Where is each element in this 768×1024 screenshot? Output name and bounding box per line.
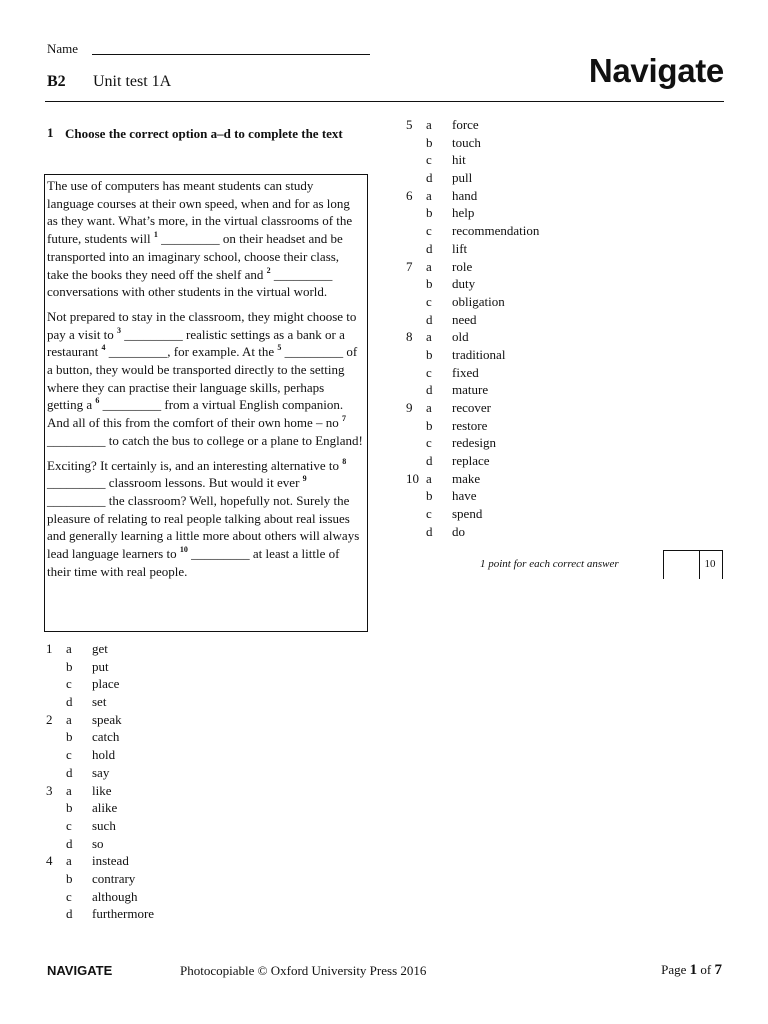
option-letter: d xyxy=(426,170,433,186)
option-letter: b xyxy=(426,134,433,150)
option-letter: a xyxy=(66,711,72,727)
header-divider xyxy=(45,101,724,102)
option-letter: c xyxy=(426,506,432,522)
option-item[interactable] xyxy=(406,487,606,505)
option-word: fixed xyxy=(452,364,479,380)
score-input-box[interactable] xyxy=(663,550,700,579)
passage-paragraph-2: Not prepared to stay in the classroom, they might choose to pay a visit to $^3$ _________ realistic settings as a bank or a restaurant $^4$ _________, for example. At the $^5$ _________ of a button, they would be transported directly to the setting where they can practise their language skills, perhaps getting a $^6$ _________ from a virtual English companion. And all of this from the comfort of their own home – no $^7$ _________ to catch the bus to college or a plane to England! xyxy=(47,308,363,448)
option-item[interactable] xyxy=(46,799,246,817)
option-letter: c xyxy=(426,152,432,168)
option-letter: a xyxy=(426,470,432,486)
option-word: place xyxy=(92,676,120,692)
option-letter: b xyxy=(66,870,73,886)
question-number: 1 xyxy=(47,125,54,140)
option-word: like xyxy=(92,782,112,798)
gap-marker: 10 xyxy=(179,545,188,555)
option-item[interactable] xyxy=(406,523,606,541)
option-letter: d xyxy=(426,382,433,398)
option-item[interactable] xyxy=(406,116,606,134)
passage-box xyxy=(44,174,368,632)
option-item[interactable] xyxy=(46,693,246,711)
option-letter: d xyxy=(426,240,433,256)
option-letter: b xyxy=(426,276,433,292)
option-item[interactable] xyxy=(406,364,606,382)
option-item[interactable] xyxy=(46,888,246,906)
option-letter: c xyxy=(66,888,72,904)
option-question-number: 9 xyxy=(406,400,413,415)
name-label: Name xyxy=(47,41,79,56)
option-word: furthermore xyxy=(92,906,155,922)
option-word: help xyxy=(452,205,475,221)
option-letter: c xyxy=(66,817,72,833)
option-word: catch xyxy=(92,729,120,745)
option-item[interactable] xyxy=(406,311,606,329)
option-letter: c xyxy=(426,364,432,380)
option-question-number: 10 xyxy=(406,470,419,486)
option-word: alike xyxy=(92,800,118,816)
option-question-number: 5 xyxy=(406,117,413,132)
unit-title: Unit test 1A xyxy=(93,73,172,90)
option-item[interactable] xyxy=(406,187,606,205)
option-word: need xyxy=(452,311,477,327)
gap-marker: 6 xyxy=(95,396,100,406)
page-indicator: Page 1 of 7 xyxy=(661,962,722,978)
option-letter: d xyxy=(66,835,73,851)
option-word: instead xyxy=(92,853,129,869)
option-letter: d xyxy=(426,453,433,469)
option-word: do xyxy=(452,523,465,539)
option-word: so xyxy=(92,835,104,851)
options-list-right xyxy=(406,116,606,541)
passage-paragraph-1: The use of computers has meant students can study language courses at their own speed, when and for as long as they want. What’s more, in the virtual classrooms of the future, students will $^1$ _________ on their headset and be transported into an imaginary school, choose their class, take the books they need off the shelf and $^2$ _________ conversations with other students in the virtual world. xyxy=(47,178,353,300)
option-item[interactable] xyxy=(406,346,606,364)
option-letter: b xyxy=(66,658,73,674)
option-item[interactable] xyxy=(406,222,606,240)
footer-copyright: Photocopiable © Oxford University Press 2016 xyxy=(180,963,427,978)
option-item[interactable] xyxy=(46,817,246,835)
option-word: such xyxy=(92,817,116,833)
option-word: get xyxy=(92,641,108,656)
option-letter: b xyxy=(426,488,433,504)
option-item[interactable] xyxy=(406,434,606,452)
option-item[interactable] xyxy=(46,728,246,746)
level-label: B2 xyxy=(47,73,66,90)
option-letter: a xyxy=(66,853,72,869)
option-word: speak xyxy=(92,711,122,727)
option-letter: a xyxy=(426,258,432,274)
option-item[interactable] xyxy=(406,417,606,435)
option-item[interactable] xyxy=(406,381,606,399)
option-word: old xyxy=(452,329,469,345)
option-item[interactable] xyxy=(46,658,246,676)
option-word: obligation xyxy=(452,293,505,309)
option-letter: b xyxy=(426,417,433,433)
option-letter: c xyxy=(66,676,72,692)
option-word: recover xyxy=(452,400,491,415)
option-word: have xyxy=(452,488,477,504)
option-item[interactable] xyxy=(406,293,606,311)
question-instruction: Choose the correct option a–d to complete the text xyxy=(65,126,343,141)
option-word: touch xyxy=(452,134,481,150)
option-item[interactable] xyxy=(46,764,246,782)
option-item[interactable] xyxy=(406,328,606,346)
gap-marker: 8 xyxy=(342,456,347,466)
option-word: replace xyxy=(452,453,490,469)
option-letter: b xyxy=(66,800,73,816)
option-item[interactable] xyxy=(406,204,606,222)
passage-paragraph-3: Exciting? It certainly is, and an interesting alternative to $^8$ _________ classroom lessons. But would it ever $^9$ _________ the classroom? Well, hopefully not. Surely the pleasure of relating to real people talking about real issues and generally learning a little more about others will always lead language learners to $^{10}$ _________ at least a little of their time with real people. xyxy=(47,456,360,579)
gap-marker: 1 xyxy=(153,230,158,240)
option-letter: c xyxy=(66,747,72,763)
option-item[interactable] xyxy=(46,835,246,853)
option-letter: d xyxy=(66,694,73,710)
option-question-number: 7 xyxy=(406,258,413,274)
option-word: spend xyxy=(452,506,483,522)
option-word: pull xyxy=(452,170,473,186)
option-item[interactable] xyxy=(46,675,246,693)
option-item[interactable] xyxy=(46,905,246,923)
option-word: set xyxy=(92,694,107,710)
option-word: recommendation xyxy=(452,223,540,239)
option-item[interactable] xyxy=(46,852,246,870)
option-letter: b xyxy=(66,729,73,745)
gap-marker: 3 xyxy=(117,325,122,335)
footer-brand: NAVIGATE xyxy=(47,963,113,978)
option-letter: c xyxy=(426,435,432,451)
option-item[interactable] xyxy=(406,169,606,187)
option-letter: c xyxy=(426,293,432,309)
option-item[interactable] xyxy=(406,399,606,417)
option-item[interactable] xyxy=(406,470,606,488)
option-word: hit xyxy=(452,152,466,168)
option-letter: a xyxy=(426,400,432,415)
option-letter: a xyxy=(426,187,432,203)
option-letter: d xyxy=(426,523,433,539)
option-letter: d xyxy=(66,764,73,780)
option-word: traditional xyxy=(452,346,506,362)
option-item[interactable] xyxy=(46,782,246,800)
points-note: 1 point for each correct answer xyxy=(480,558,619,570)
option-question-number: 2 xyxy=(46,711,53,727)
option-letter: d xyxy=(66,906,73,922)
option-letter: a xyxy=(66,641,72,656)
gap-marker: 4 xyxy=(101,343,106,353)
option-question-number: 1 xyxy=(46,641,53,656)
option-word: duty xyxy=(452,276,476,292)
option-word: hand xyxy=(452,187,478,203)
option-item[interactable] xyxy=(406,134,606,152)
option-word: hold xyxy=(92,747,116,763)
gap-marker: 5 xyxy=(277,343,282,353)
option-word: role xyxy=(452,258,473,274)
options-list-left xyxy=(46,640,246,923)
option-item[interactable] xyxy=(406,151,606,169)
option-word: mature xyxy=(452,382,489,398)
option-word: make xyxy=(452,470,481,486)
option-letter: b xyxy=(426,346,433,362)
name-field-line[interactable] xyxy=(92,43,370,55)
option-item[interactable] xyxy=(406,505,606,523)
option-question-number: 4 xyxy=(46,853,53,869)
option-letter: b xyxy=(426,205,433,221)
option-item[interactable] xyxy=(46,640,246,658)
option-question-number: 8 xyxy=(406,329,413,345)
option-question-number: 6 xyxy=(406,187,413,203)
option-item[interactable] xyxy=(46,870,246,888)
option-letter: a xyxy=(426,329,432,345)
score-total: 10 xyxy=(704,558,716,570)
option-item[interactable] xyxy=(46,746,246,764)
option-word: put xyxy=(92,658,109,674)
option-word: redesign xyxy=(452,435,497,451)
gap-marker: 2 xyxy=(266,265,271,275)
option-letter: a xyxy=(426,117,432,132)
option-item[interactable] xyxy=(406,240,606,258)
page-total: 7 xyxy=(714,962,722,978)
option-question-number: 3 xyxy=(46,782,53,798)
navigate-logo: Navigate xyxy=(588,52,724,89)
gap-marker: 9 xyxy=(302,474,307,484)
page-number: 1 xyxy=(689,962,698,978)
option-item[interactable] xyxy=(46,711,246,729)
option-word: restore xyxy=(452,417,488,433)
option-letter: c xyxy=(426,223,432,239)
option-item[interactable] xyxy=(406,275,606,293)
option-word: force xyxy=(452,117,479,132)
option-word: lift xyxy=(452,240,468,256)
option-letter: a xyxy=(66,782,72,798)
gap-marker: 7 xyxy=(341,414,346,424)
option-item[interactable] xyxy=(406,452,606,470)
option-item[interactable] xyxy=(406,258,606,276)
option-word: say xyxy=(92,764,110,780)
option-word: although xyxy=(92,888,138,904)
option-word: contrary xyxy=(92,870,136,886)
option-letter: d xyxy=(426,311,433,327)
